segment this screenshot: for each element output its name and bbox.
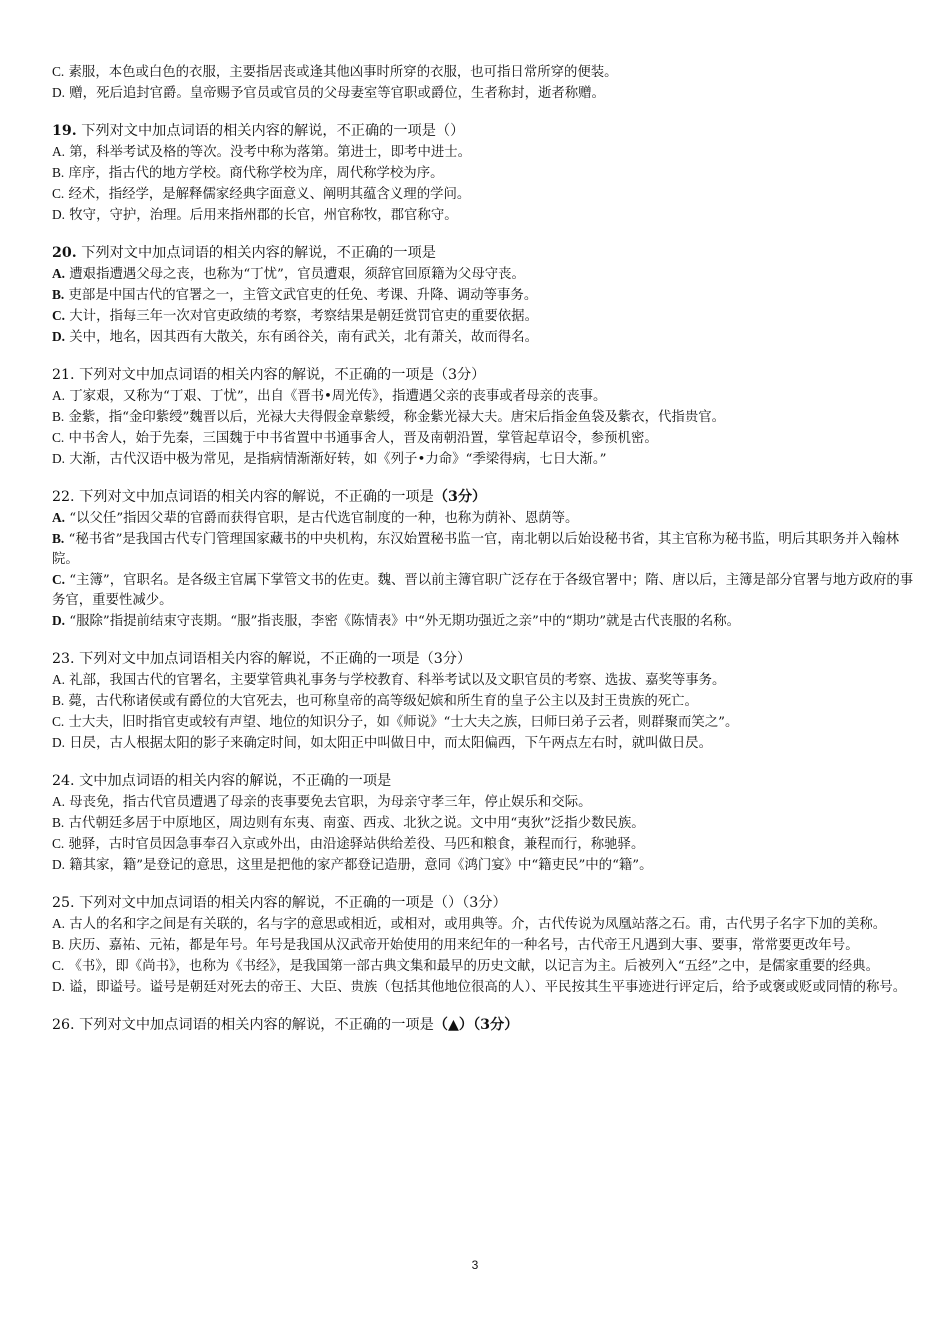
option-text: 庆历、嘉祐、元祐，都是年号。年号是我国从汉武帝开始使用的用来纪年的一种名号，古代帝王凡遇到大事、要事，常常要更改年号。	[68, 938, 859, 953]
question-22	[52, 486, 920, 632]
option-b	[52, 163, 920, 184]
option-label: B.	[52, 165, 65, 180]
option-label: C.	[52, 430, 65, 445]
page-number: 3	[471, 1258, 479, 1272]
option-text: 日昃，古人根据太阳的影子来确定时间，如太阳正中叫做日中，而太阳偏西，下午两点左右时，就叫做日昃。	[69, 736, 713, 751]
option-text: 谥，即谥号。谥号是朝廷对死去的帝王、大臣、贵族（包括其他地位很高的人）、平民按其生平事迹进行评定后，给予或褒或贬或同情的称号。	[69, 980, 907, 995]
question-stem	[52, 120, 920, 142]
option-label: A.	[52, 266, 66, 281]
option-label: C.	[52, 836, 65, 851]
question-text: 下列对文中加点词语的相关内容的解说，不正确的一项是（）（3分）	[79, 895, 507, 911]
option-b	[52, 813, 920, 834]
option-text: 礼部，我国古代的官署名，主要掌管典礼事务与学校教育、科举考试以及文职官员的考察、选拔、嘉奖等事务。	[69, 673, 726, 688]
question-number: 19.	[52, 123, 77, 139]
question-stem	[52, 1014, 920, 1036]
option-label: A.	[52, 916, 66, 931]
option-text: “主簿”，官职名。是各级主官属下掌管文书的佐吏。魏、晋以前主簿官职广泛存在于各级官署中；隋、唐以后，主簿是部分官署与地方政府的事务官，重要性减少。	[52, 573, 914, 608]
option-label: D.	[52, 979, 66, 994]
option-text: 赠，死后追封官爵。皇帝赐予官员或官员的父母妻室等官职或爵位，生者称封，逝者称赠。	[69, 86, 605, 101]
option-b	[52, 285, 920, 306]
document-body	[52, 62, 920, 1052]
option-text: 金紫，指“金印紫绶”魏晋以后，光禄大夫得假金章紫绶，称金紫光禄大夫。唐宋后指金鱼袋及紫衣，代指贵官。	[68, 410, 725, 425]
option-b	[52, 407, 920, 428]
option-b	[52, 691, 920, 712]
question-20	[52, 242, 920, 348]
option-label: D.	[52, 85, 66, 100]
question-stem	[52, 486, 920, 508]
question-stem	[52, 364, 920, 386]
option-label: C.	[52, 308, 66, 323]
option-text: 籍其家，籍”是登记的意思，这里是把他的家产都登记造册，意同《鸿门宴》中“籍吏民”中的“籍”。	[69, 858, 653, 873]
option-a	[52, 264, 920, 285]
option-c	[52, 306, 920, 327]
option-c	[52, 570, 920, 611]
option-d	[52, 733, 920, 754]
option-a	[52, 792, 920, 813]
question-stem	[52, 648, 920, 670]
question-number: 23.	[52, 651, 75, 667]
option-d	[52, 205, 920, 226]
question-number: 22.	[52, 489, 75, 505]
question-text: 下列对文中加点词语相关内容的解说，不正确的一项是（3分）	[79, 651, 472, 667]
option-text: 庠序，指古代的地方学校。商代称学校为庠，周代称学校为序。	[68, 166, 444, 181]
option-label: D.	[52, 207, 66, 222]
option-label: A.	[52, 672, 66, 687]
option-label: A.	[52, 794, 66, 809]
question-number: 25.	[52, 895, 75, 911]
question-26	[52, 1014, 920, 1036]
option-label: D.	[52, 329, 66, 344]
option-label: B.	[52, 409, 65, 424]
option-text: 古代朝廷多居于中原地区，周边则有东夷、南蛮、西戎、北狄之说。文中用“夷狄”泛指少数民族。	[68, 816, 645, 831]
option-text: 关中，地名，因其西有大散关，东有函谷关，南有武关，北有萧关，故而得名。	[69, 330, 538, 345]
option-text: 士大夫，旧时指官吏或较有声望、地位的知识分子，如《师说》“士大夫之族，曰师曰弟子云者，则群聚而笑之”。	[68, 715, 739, 730]
question-text: 下列对文中加点词语的相关内容的解说，不正确的一项是（）	[81, 123, 465, 139]
question-stem	[52, 770, 920, 792]
option-label: B.	[52, 531, 65, 546]
option-text: 牧守，守护，治理。后用来指州郡的长官，州官称牧，郡官称守。	[69, 208, 458, 223]
question-25	[52, 892, 920, 998]
option-text: 大计，指每三年一次对官吏政绩的考察，考察结果是朝廷赏罚官吏的重要依据。	[69, 309, 538, 324]
option-text: 母丧免，指古代官员遭遇了母亲的丧事要免去官职，为母亲守孝三年，停止娱乐和交际。	[69, 795, 592, 810]
option-a	[52, 142, 920, 163]
option-c	[52, 184, 920, 205]
option-text: 吏部是中国古代的官署之一，主管文武官吏的任免、考课、升降、调动等事务。	[68, 288, 538, 303]
option-d	[52, 611, 920, 632]
option-b	[52, 529, 920, 570]
option-c	[52, 712, 920, 733]
option-text: 第，科举考试及格的等次。没考中称为落第。第进士，即考中进士。	[69, 145, 472, 160]
option-text: 中书舍人，始于先秦，三国魏于中书省置中书通事舍人，晋及南朝沿置，掌管起草诏令，参预机密。	[68, 431, 658, 446]
question-number: 24.	[52, 773, 75, 789]
option-text: 素服，本色或白色的衣服，主要指居丧或逢其他凶事时所穿的衣服，也可指日常所穿的便装。	[68, 65, 618, 80]
option-text: “秘书省”是我国古代专门管理国家藏书的中央机构，东汉始置秘书监一官，南北朝以后始设秘书省，其主官称为秘书监，明后其职务并入翰林院。	[52, 532, 900, 567]
option-label: D.	[52, 857, 66, 872]
question-text: 下列对文中加点词语的相关内容的解说，不正确的一项是（3分）	[79, 367, 486, 383]
option-label: C.	[52, 572, 66, 587]
option-a	[52, 670, 920, 691]
question-19	[52, 120, 920, 226]
option-text: 古人的名和字之间是有关联的，名与字的意思或相近，或相对，或用典等。介，古代传说为凤凰站落之石。甫，古代男子名字下加的美称。	[69, 917, 887, 932]
option-text: 《书》，即《尚书》，也称为《书经》，是我国第一部古典文集和最早的历史文献，以记言为主。后被列入“五经”之中，是儒家重要的经典。	[68, 959, 879, 974]
option-label: A.	[52, 388, 66, 403]
question-number: 21.	[52, 367, 75, 383]
option-a	[52, 386, 920, 407]
option-label: D.	[52, 613, 66, 628]
option-label: A.	[52, 144, 66, 159]
question-text: 下列对文中加点词语的相关内容的解说，不正确的一项是	[79, 1017, 434, 1033]
option-c	[52, 956, 920, 977]
option-c	[52, 62, 920, 83]
question-text: 文中加点词语的相关内容的解说，不正确的一项是	[79, 773, 392, 789]
option-label: B.	[52, 287, 65, 302]
option-text: 丁家艰，又称为“丁艰、丁忧”，出自《晋书•周光传》，指遭遇父亲的丧事或者母亲的丧事。	[69, 389, 607, 404]
option-text: “服除”指提前结束守丧期。“服”指丧服，李密《陈情表》中“外无期功强近之亲”中的“期功”就是古代丧服的名称。	[69, 614, 741, 629]
question-score: （3分）	[433, 489, 487, 505]
option-text: 薨，古代称诸侯或有爵位的大官死去，也可称皇帝的高等级妃嫔和所生育的皇子公主以及封王贵族的死亡。	[68, 694, 698, 709]
option-text: 驰驿，古时官员因急事奉召入京或外出，由沿途驿站供给差役、马匹和粮食，兼程而行，称驰驿。	[68, 837, 645, 852]
option-label: D.	[52, 735, 66, 750]
lead-options	[52, 62, 920, 104]
option-d	[52, 855, 920, 876]
question-number: 26.	[52, 1017, 75, 1033]
option-label: B.	[52, 937, 65, 952]
question-stem	[52, 242, 920, 264]
option-b	[52, 935, 920, 956]
option-text: 大渐，古代汉语中极为常见，是指病情渐渐好转，如《列子•力命》“季梁得病，七日大渐。”	[69, 452, 607, 467]
question-21	[52, 364, 920, 470]
option-label: C.	[52, 64, 65, 79]
option-label: B.	[52, 693, 65, 708]
question-score: （▲）（3分）	[433, 1017, 519, 1033]
question-23	[52, 648, 920, 754]
option-d	[52, 977, 920, 998]
option-label: A.	[52, 510, 66, 525]
question-text: 下列对文中加点词语的相关内容的解说，不正确的一项是	[81, 245, 436, 261]
option-text: 经术，指经学，是解释儒家经典字面意义、阐明其蕴含义理的学问。	[68, 187, 471, 202]
option-d	[52, 327, 920, 348]
option-c	[52, 428, 920, 449]
option-label: C.	[52, 958, 65, 973]
option-label: C.	[52, 186, 65, 201]
option-label: C.	[52, 714, 65, 729]
option-label: B.	[52, 815, 65, 830]
question-text: 下列对文中加点词语的相关内容的解说，不正确的一项是	[79, 489, 434, 505]
question-24	[52, 770, 920, 876]
question-number: 20.	[52, 245, 77, 261]
option-text: 遭艰指遭遇父母之丧，也称为“丁忧”，官员遭艰，须辞官回原籍为父母守丧。	[69, 267, 525, 282]
option-label: D.	[52, 451, 66, 466]
question-stem	[52, 892, 920, 914]
option-text: “以父任”指因父辈的官爵而获得官职，是古代选官制度的一种，也称为荫补、恩荫等。	[69, 511, 579, 526]
option-a	[52, 914, 920, 935]
option-d	[52, 83, 920, 104]
option-c	[52, 834, 920, 855]
option-d	[52, 449, 920, 470]
option-a	[52, 508, 920, 529]
